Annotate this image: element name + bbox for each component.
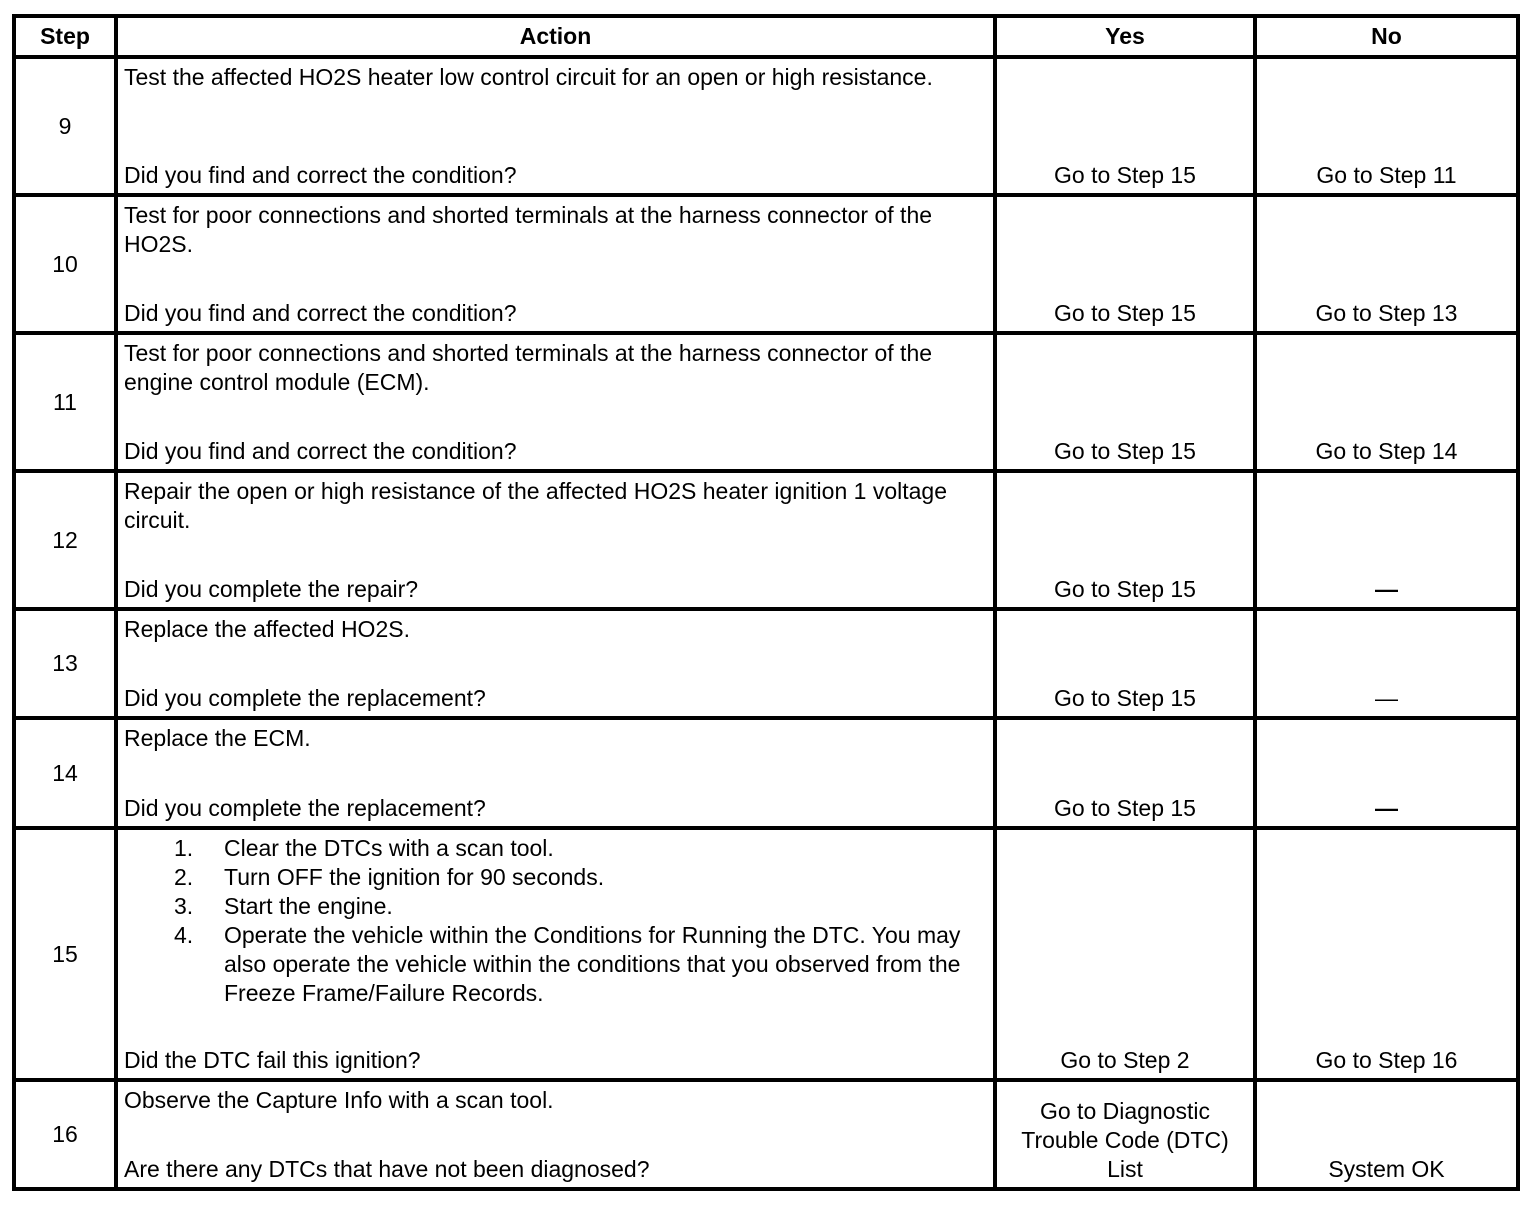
no-cell: Go to Step 14: [1255, 333, 1518, 471]
action-text: Replace the affected HO2S.: [124, 616, 410, 642]
step-number: 15: [14, 828, 116, 1080]
table-row: [14, 57, 1518, 195]
action-cell: [116, 828, 995, 1080]
no-cell: Go to Step 11: [1255, 57, 1518, 195]
yes-cell: Go to Step 2: [995, 828, 1255, 1080]
action-text: Test for poor connections and shorted terminals at the harness connector of the HO2S.: [124, 202, 933, 257]
action-cell: [116, 1080, 995, 1189]
step-number: 12: [14, 471, 116, 609]
no-cell: —: [1255, 471, 1518, 609]
no-cell: —: [1255, 609, 1518, 718]
header-row: [14, 16, 1518, 57]
table-row: [14, 471, 1518, 609]
yes-cell: Go to Step 15: [995, 609, 1255, 718]
action-question: Did the DTC fail this ignition?: [124, 1047, 421, 1073]
action-question: Did you find and correct the condition?: [124, 162, 517, 188]
action-question: Did you find and correct the condition?: [124, 300, 517, 326]
table-row: [14, 1080, 1518, 1189]
diagnostic-table: [12, 14, 1520, 1191]
action-cell: [116, 471, 995, 609]
table-row: [14, 195, 1518, 333]
step-number: 14: [14, 718, 116, 828]
yes-cell: Go to Step 15: [995, 718, 1255, 828]
action-text: Test the affected HO2S heater low control circuit for an open or high resistance.: [124, 64, 933, 90]
no-cell: System OK: [1255, 1080, 1518, 1189]
table-row: [14, 828, 1518, 1080]
action-question: Did you find and correct the condition?: [124, 438, 517, 464]
action-text: Repair the open or high resistance of the affected HO2S heater ignition 1 voltage circuit.: [124, 478, 947, 533]
yes-cell: Go to Step 15: [995, 471, 1255, 609]
list-item: 3. Start the engine.: [174, 893, 393, 919]
action-cell: [116, 57, 995, 195]
no-cell: —: [1255, 718, 1518, 828]
action-question: Did you complete the replacement?: [124, 685, 486, 711]
action-question: Did you complete the repair?: [124, 576, 419, 602]
list-item: 4. Operate the vehicle within the Conditions for Running the DTC. You may also operate the vehicle within the conditions that you observed from the Freeze Frame/Failure Records.: [174, 922, 961, 1006]
list-item: 1. Clear the DTCs with a scan tool.: [174, 835, 554, 861]
yes-cell: Go to Step 15: [995, 195, 1255, 333]
no-cell: Go to Step 13: [1255, 195, 1518, 333]
action-text: Observe the Capture Info with a scan tool.: [124, 1087, 554, 1113]
yes-cell: Go to Diagnostic Trouble Code (DTC) List: [995, 1080, 1255, 1189]
step-number: 13: [14, 609, 116, 718]
action-cell: [116, 609, 995, 718]
table-row: [14, 718, 1518, 828]
header-no: No: [1255, 16, 1518, 57]
action-cell: [116, 195, 995, 333]
list-item: 2. Turn OFF the ignition for 90 seconds.: [174, 864, 605, 890]
header-yes: Yes: [995, 16, 1255, 57]
no-cell: Go to Step 16: [1255, 828, 1518, 1080]
action-question: Are there any DTCs that have not been diagnosed?: [124, 1156, 650, 1182]
step-number: 9: [14, 57, 116, 195]
header-step: Step: [14, 16, 116, 57]
table-row: [14, 609, 1518, 718]
yes-cell: Go to Step 15: [995, 333, 1255, 471]
action-cell: [116, 718, 995, 828]
procedure-list: [174, 834, 985, 1008]
yes-cell: Go to Step 15: [995, 57, 1255, 195]
step-number: 16: [14, 1080, 116, 1189]
action-cell: [116, 333, 995, 471]
table-row: [14, 333, 1518, 471]
step-number: 11: [14, 333, 116, 471]
action-text: Test for poor connections and shorted terminals at the harness connector of the engine control module (ECM).: [124, 340, 933, 395]
action-text: Replace the ECM.: [124, 725, 311, 751]
action-question: Did you complete the replacement?: [124, 795, 486, 821]
step-number: 10: [14, 195, 116, 333]
header-action: Action: [116, 16, 995, 57]
